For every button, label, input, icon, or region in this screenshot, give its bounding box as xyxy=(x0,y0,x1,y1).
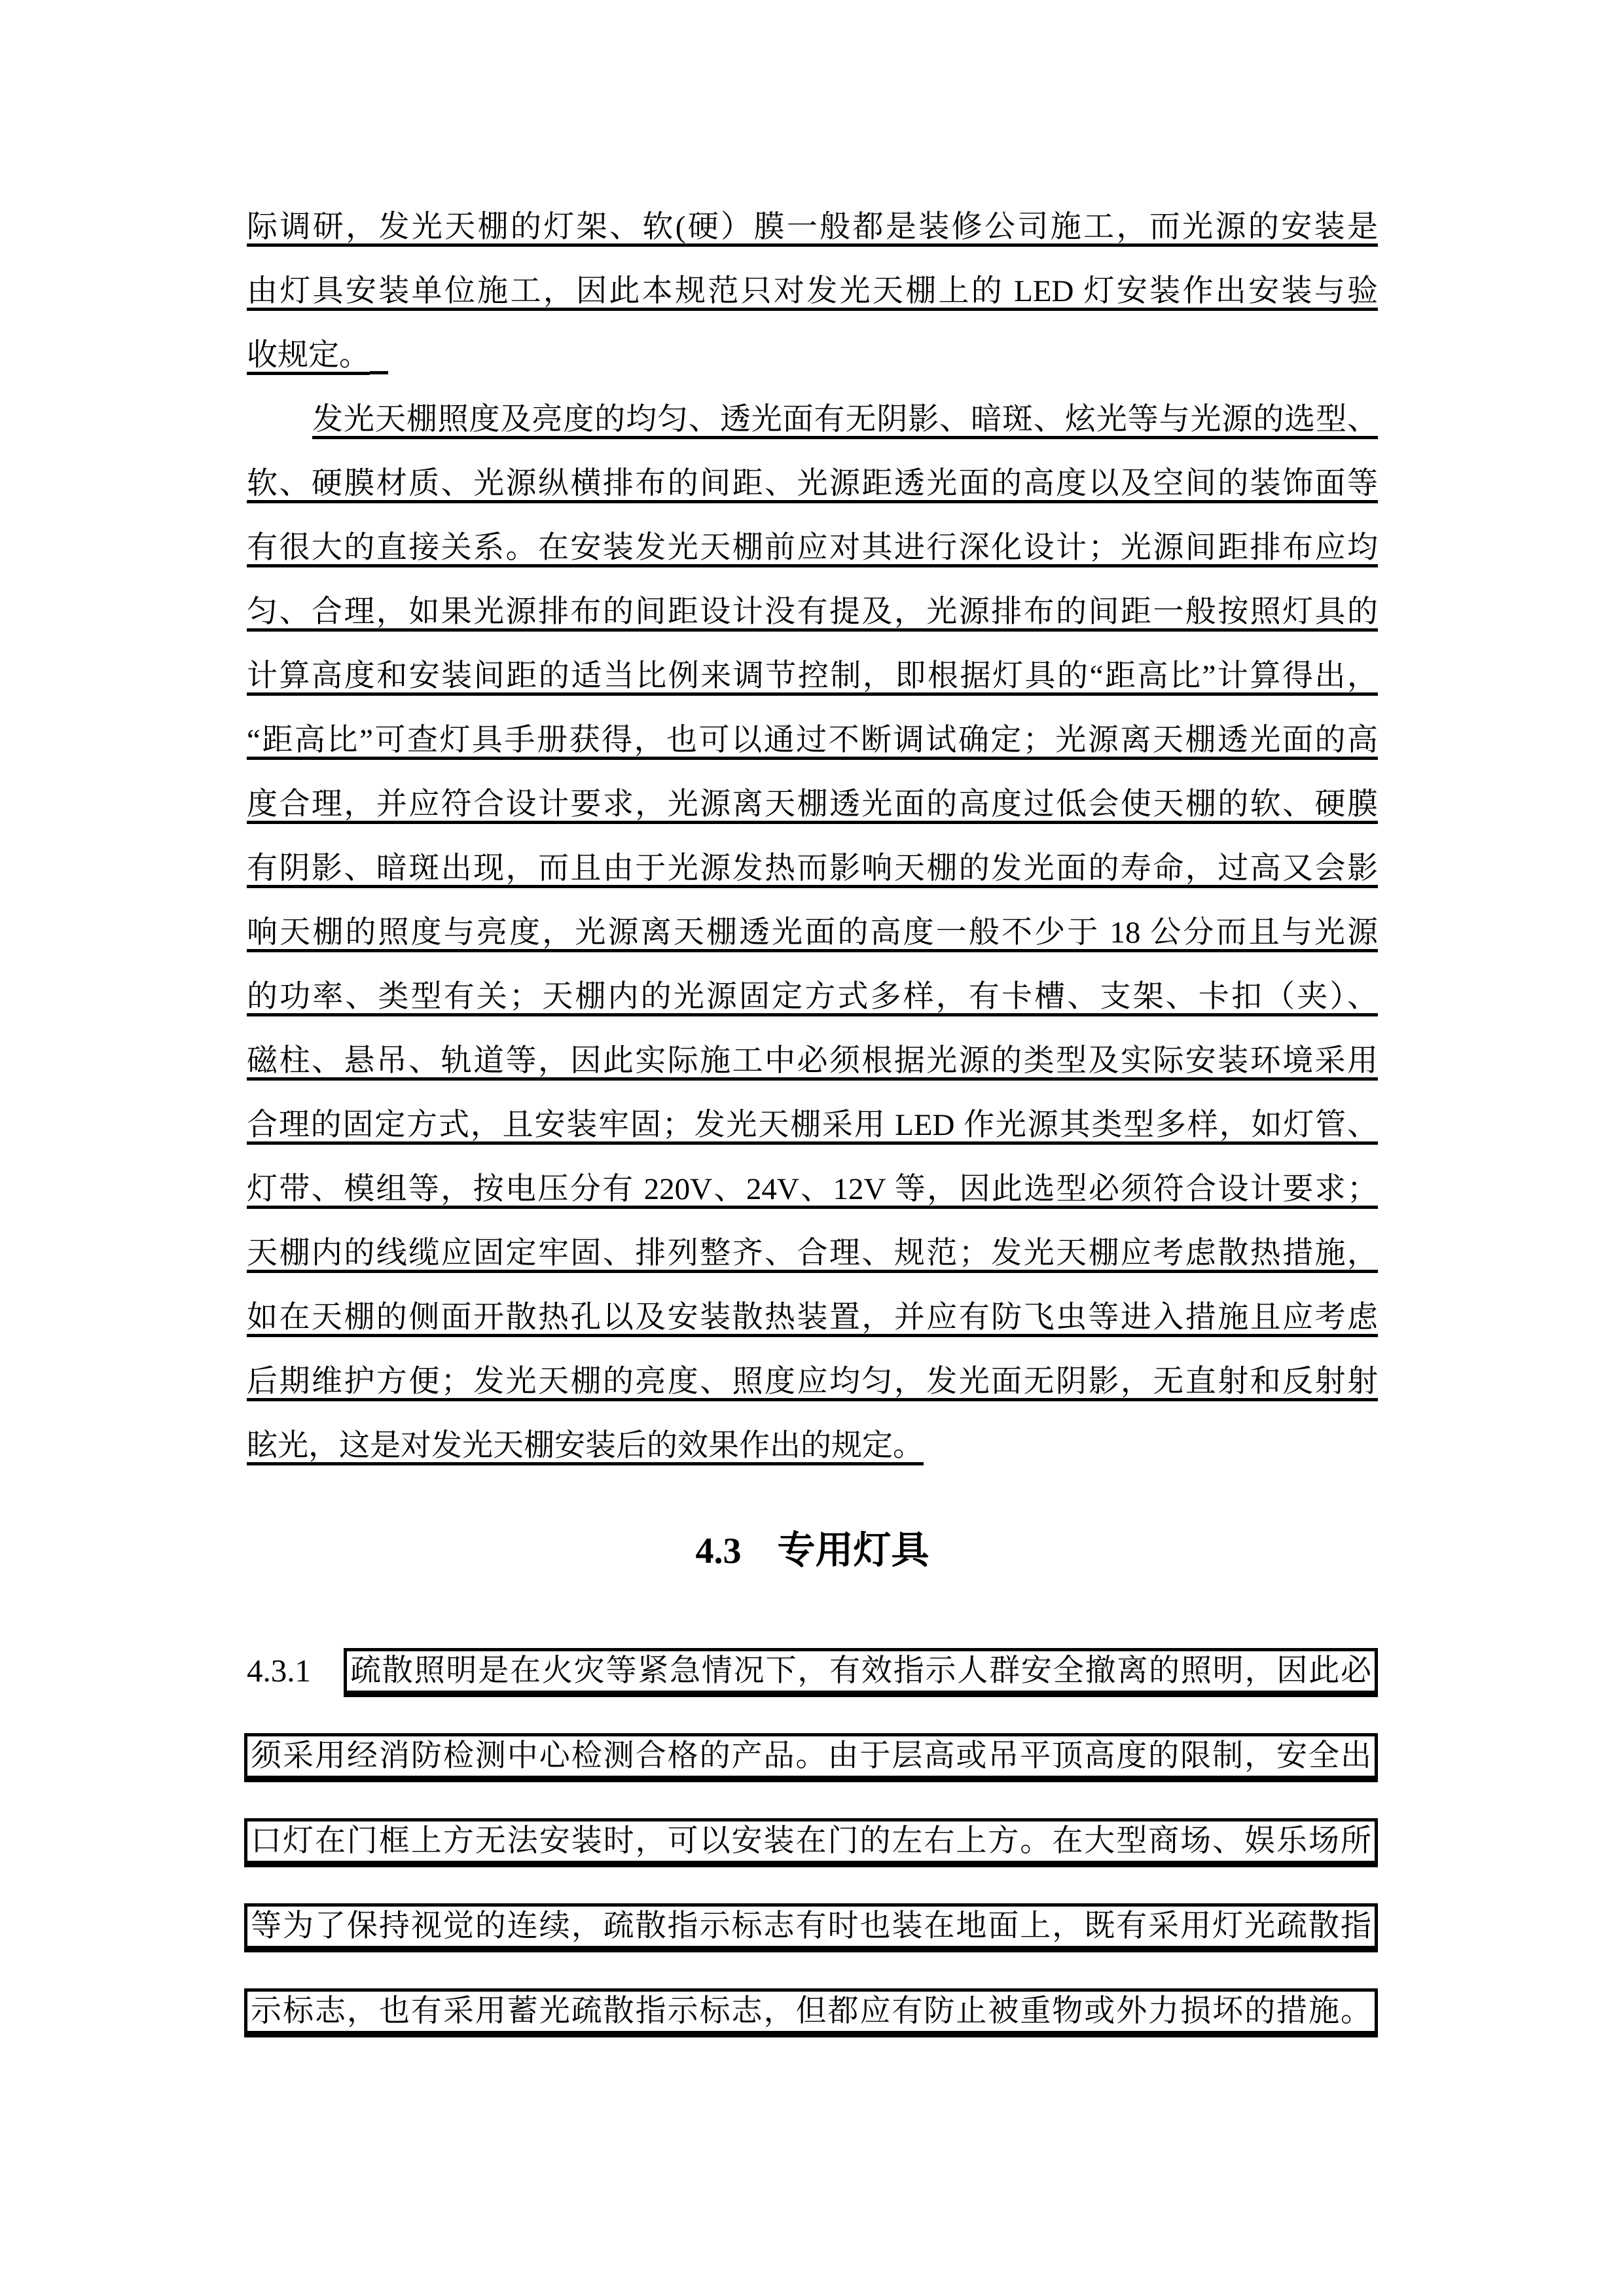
underlined-text: 磁柱、悬吊、轨道等，因此实际施工中必须根据光源的类型及实际安装环境采用 xyxy=(247,1044,1378,1078)
underlined-text: 软、硬膜材质、光源纵横排布的间距、光源距透光面的高度以及空间的装饰面等 xyxy=(247,467,1378,501)
boxed-text: 须采用经消防检测中心检测合格的产品。由于层高或吊平顶高度的限制，安全出 xyxy=(251,1739,1371,1773)
underlined-text: 度合理，并应符合设计要求，光源离天棚透光面的高度过低会使天棚的软、硬膜 xyxy=(247,787,1378,821)
paragraph-line xyxy=(247,1350,1378,1414)
boxed-line xyxy=(244,1988,1378,2034)
paragraph-line xyxy=(247,644,1378,708)
underlined-text: 合理的固定方式，且安装牢固；发光天棚采用 LED 作光源其类型多样，如灯管、 xyxy=(247,1108,1378,1142)
underlined-text: “距高比”可查灯具手册获得，也可以通过不断调试确定；光源离天棚透光面的高 xyxy=(247,723,1378,757)
paragraph-line xyxy=(247,1414,1378,1478)
underlined-text: 匀、合理，如果光源排布的间距设计没有提及，光源排布的间距一般按照灯具的 xyxy=(247,595,1378,629)
section-heading xyxy=(247,1529,1378,1572)
paragraph-line xyxy=(247,708,1378,772)
underlined-text: 有很大的直接关系。在安装发光天棚前应对其进行深化设计；光源间距排布应均 xyxy=(247,531,1378,565)
paragraph-line xyxy=(247,452,1378,516)
paragraph-line xyxy=(247,1029,1378,1093)
paragraph-2 xyxy=(247,387,1378,1478)
underlined-text: 由灯具安装单位施工，因此本规范只对发光天棚上的 LED 灯安装作出安装与验 xyxy=(247,274,1378,308)
underlined-text: 的功率、类型有关；天棚内的光源固定方式多样，有卡槽、支架、卡扣（夹）、 xyxy=(247,980,1378,1014)
section-title: 专用灯具 xyxy=(777,1529,929,1571)
underlined-text: 灯带、模组等，按电压分有 220V、24V、12V 等，因此选型必须符合设计要求； xyxy=(247,1172,1378,1206)
paragraph-line xyxy=(247,323,1378,387)
clause-number: 4.3.1 xyxy=(247,1653,311,1689)
underline-tail xyxy=(370,371,388,374)
underlined-text: 有阴影、暗斑出现，而且由于光源发热而影响天棚的发光面的寿命，过高又会影 xyxy=(247,852,1378,886)
underlined-text: 计算高度和安装间距的适当比例来调节控制，即根据灯具的“距高比”计算得出， xyxy=(247,659,1378,693)
clause-431 xyxy=(247,1648,1378,1694)
paragraph-line xyxy=(247,387,1378,452)
paragraph-line xyxy=(247,1157,1378,1221)
paragraph-line xyxy=(247,836,1378,901)
underlined-text: 际调研，发光天棚的灯架、软(硬）膜一般都是装修公司施工，而光源的安装是 xyxy=(247,210,1378,244)
underlined-text: 收规定。 xyxy=(247,338,370,372)
underlined-text: 后期维护方便；发光天棚的亮度、照度应均匀，发光面无阴影，无直射和反射射 xyxy=(247,1365,1378,1399)
boxed-text: 疏散照明是在火灾等紧急情况下，有效指示人群安全撤离的照明，因此必 xyxy=(350,1654,1371,1688)
boxed-text: 示标志，也有采用蓄光疏散指示标志，但都应有防止被重物或外力损坏的措施。 xyxy=(251,1994,1371,2028)
underlined-text: 眩光，这是对发光天棚安装后的效果作出的规定。 xyxy=(247,1429,924,1463)
boxed-line xyxy=(244,1733,1378,1779)
paragraph-line xyxy=(247,580,1378,644)
paragraph-line xyxy=(247,1221,1378,1285)
underlined-text: 如在天棚的侧面开散热孔以及安装散热装置，并应有防飞虫等进入措施且应考虑 xyxy=(247,1300,1378,1335)
section-number: 4.3 xyxy=(695,1531,742,1571)
paragraph-1 xyxy=(247,195,1378,387)
paragraph-line xyxy=(247,516,1378,580)
boxed-line xyxy=(244,1903,1378,1949)
paragraph-line xyxy=(247,965,1378,1029)
paragraph-line xyxy=(247,1285,1378,1350)
paragraph-line xyxy=(247,259,1378,323)
paragraph-line xyxy=(247,1093,1378,1157)
boxed-line xyxy=(244,1818,1378,1864)
underlined-text: 发光天棚照度及亮度的均匀、透光面有无阴影、暗斑、炫光等与光源的选型、 xyxy=(312,403,1378,437)
underlined-text: 响天棚的照度与亮度，光源离天棚透光面的高度一般不少于 18 公分而且与光源 xyxy=(247,916,1378,950)
paragraph-line xyxy=(247,772,1378,836)
underlined-text: 天棚内的线缆应固定牢固、排列整齐、合理、规范；发光天棚应考虑散热措施， xyxy=(247,1236,1378,1270)
paragraph-line xyxy=(247,195,1378,259)
boxed-text: 口灯在门框上方无法安装时，可以安装在门的左右上方。在大型商场、娱乐场所 xyxy=(251,1824,1371,1858)
boxed-text: 等为了保持视觉的连续，疏散指示标志有时也装在地面上，既有采用灯光疏散指 xyxy=(251,1909,1371,1943)
boxed-line xyxy=(344,1648,1378,1694)
paragraph-line xyxy=(247,901,1378,965)
